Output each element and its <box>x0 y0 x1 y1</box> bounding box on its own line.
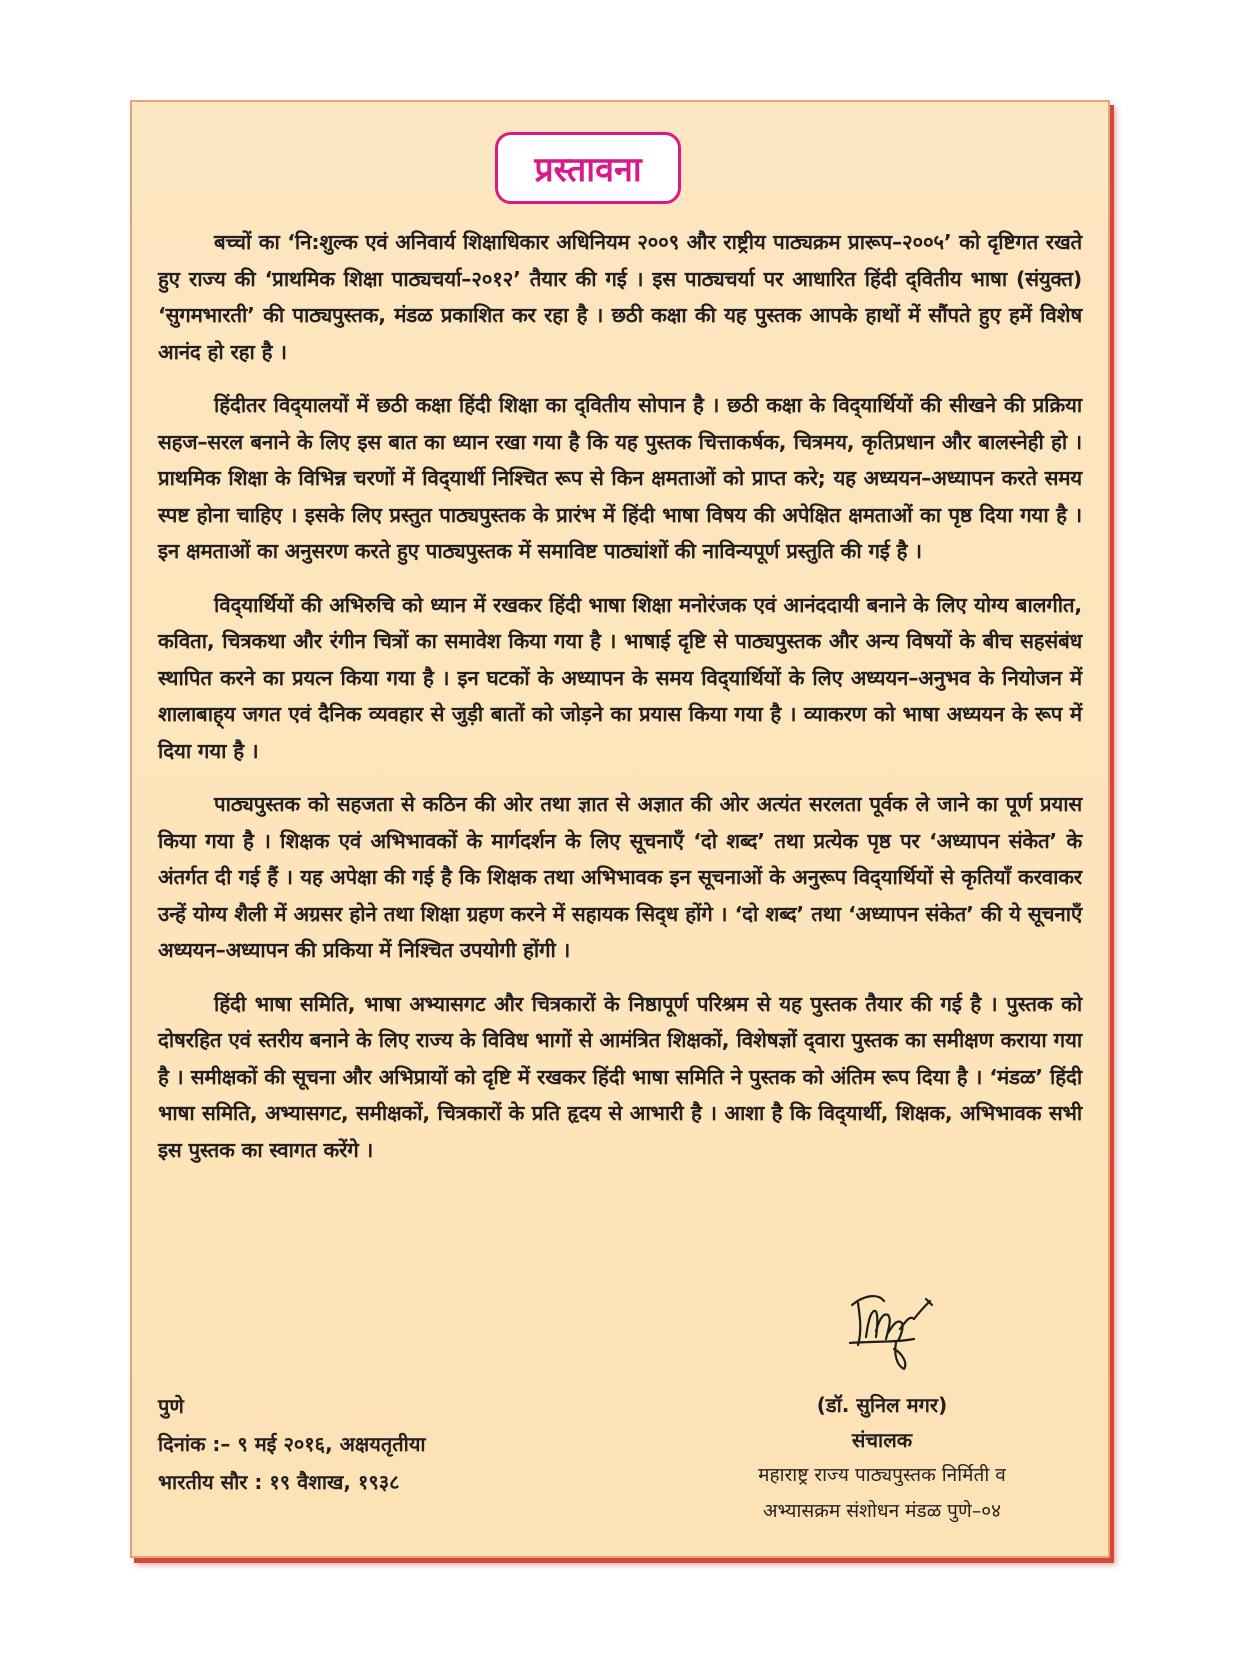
organization-line-1: महाराष्ट्र राज्य पाठ्यपुस्तक निर्मिती व <box>758 1464 1006 1486</box>
signatory-role: संचालक <box>851 1428 913 1452</box>
date: दिनांक :– ९ मई २०१६, अक्षयतृतीया <box>158 1432 426 1456</box>
title-frame <box>495 132 681 204</box>
signatory-block <box>712 1387 1052 1529</box>
signatory-name: (डॉ. सुनिल मगर) <box>816 1393 948 1417</box>
paragraph-1: बच्चों का ‘नि:शुल्क एवं अनिवार्य शिक्षाधिकार अधिनियम २००९ और राष्ट्रीय पाठ्यक्रम प्रारूप–२००५’ को दृष्टिगत रखते हुए राज्य की ‘प्राथमिक शिक्षा पाठ्यचर्या–२०१२’ तैयार की गई । इस पाठ्यचर्या पर आधारित हिंदी द्‌वितीय भाषा (संयुक्त) ‘सुगमभारती’ की पाठ्यपुस्तक, मंडळ प्रकाशित कर रहा है । छठी कक्षा की यह पुस्तक आपके हाथों में सौंपते हुए हमें विशेष आनंद हो रहा है । <box>158 230 1082 364</box>
handwritten-signature <box>844 1283 940 1375</box>
indian-solar-date: भारतीय सौर : १९ वैशाख, १९३८ <box>158 1470 400 1494</box>
paragraph-4: पाठ्यपुस्तक को सहजता से कठिन की ओर तथा ज्ञात से अज्ञात की ओर अत्यंत सरलता पूर्वक ले जाने का पूर्ण प्रयास किया गया है । शिक्षक एवं अभिभावकों के मार्गदर्शन के लिए सूचनाएँ ‘दो शब्द’ तथा प्रत्येक पृष्ठ पर ‘अध्यापन संकेत’ के अंतर्गत दी गई हैं । यह अपेक्षा की गई है कि शिक्षक तथा अभिभावक इन सूचनाओं के अनुरूप विद्‌यार्थियों से कृतियाँ करवाकर उन्हें योग्य शैली में अग्रसर होने तथा शिक्षा ग्रहण करने में सहायक सिद्‌ध होंगे । ‘दो शब्द’ तथा ‘अध्यापन संकेत’ की ये सूचनाएँ अध्ययन–अध्यापन की प्रकिया में निश्चित उपयोगी होंगी । <box>158 792 1082 962</box>
paragraph-5: हिंदी भाषा समिति, भाषा अभ्यासगट और चित्रकारों के निष्ठापूर्ण परिश्रम से यह पुस्तक तैयार की गई है । पुस्तक को दोषरहित एवं स्तरीय बनाने के लिए राज्य के विविध भागों से आमंत्रित शिक्षकों, विशेषज्ञों द्‌वारा पुस्तक का समीक्षण कराया गया है । समीक्षकों की सूचना और अभिप्रायों को दृष्टि में रखकर हिंदी भाषा समिति ने पुस्तक को अंतिम रूप दिया है । ‘मंडळ’ हिंदी भाषा समिति, अभ्यासगट, समीक्षकों, चित्रकारों के प्रति हृदय से आभारी है । आशा है कि विद्‌यार्थी, शिक्षक, अभिभावक सभी इस पुस्तक का स्वागत करेंगे । <box>158 991 1082 1162</box>
place: पुणे <box>158 1394 184 1418</box>
organization-line-2: अभ्यासक्रम संशोधन मंडळ पुणे–०४ <box>763 1500 1001 1522</box>
page-title: प्रस्तावना <box>534 150 642 190</box>
place-and-date <box>158 1387 426 1501</box>
preface-panel <box>130 100 1110 1558</box>
paragraph-3: विद्‌यार्थियों की अभिरुचि को ध्यान में रखकर हिंदी भाषा शिक्षा मनोरंजक एवं आनंददायी बनाने के लिए योग्य बालगीत, कविता, चित्रकथा और रंगीन चित्रों का समावेश किया गया है । भाषाई दृष्टि से पाठ्यपुस्तक और अन्य विषयों के बीच सहसंबंध स्थापित करने का प्रयत्न किया गया है । इन घटकों के अध्यापन के समय विद्‌यार्थियों के लिए अध्ययन–अनुभव के नियोजन में शालाबाह्‌य जगत एवं दैनिक व्यवहार से जुड़ी बातों को जोड़ने का प्रयास किया गया है । व्याकरण को भाषा अध्ययन के रूप में दिया गया है । <box>158 592 1082 763</box>
paragraph-2: हिंदीतर विद्‌यालयों में छठी कक्षा हिंदी शिक्षा का द्‌वितीय सोपान है । छठी कक्षा के विद्‌यार्थियों की सीखने की प्रक्रिया सहज–सरल बनाने के लिए इस बात का ध्यान रखा गया है कि यह पुस्तक चित्ताकर्षक, चित्रमय, कृतिप्रधान और बालस्नेही हो । प्राथमिक शिक्षा के विभिन्न चरणों में विद्‌यार्थी निश्चित रूप से किन क्षमताओं को प्राप्त करे; यह अध्ययन–अध्यापन करते समय स्पष्ट होना चाहिए । इसके लिए प्रस्तुत पाठ्यपुस्तक के प्रारंभ में हिंदी भाषा विषय की अपेक्षित क्षमताओं का पृष्ठ दिया गया है । इन क्षमताओं का अनुसरण करते हुए पाठ्यपुस्तक में समाविष्ट पाठ्यांशों की नाविन्यपूर्ण प्रस्तुति की गई है । <box>158 393 1082 563</box>
preface-body <box>158 224 1082 1185</box>
